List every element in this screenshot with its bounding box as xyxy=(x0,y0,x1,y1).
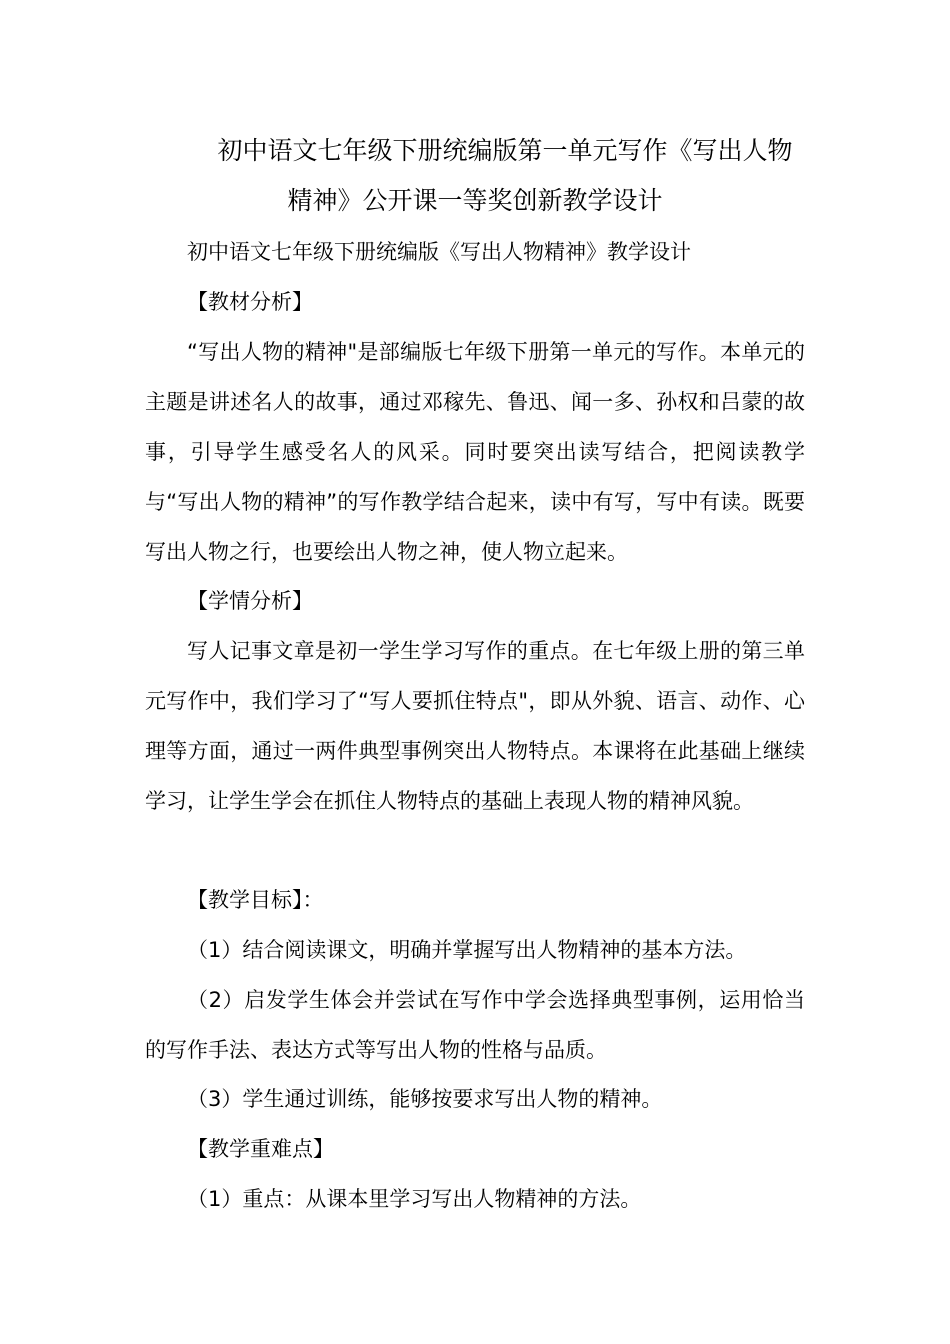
students-heading: 【学情分析】 xyxy=(187,589,313,613)
objectives-heading: 【教学目标】： xyxy=(187,888,324,912)
document-title-line-1: 初中语文七年级下册统编版第一单元写作《写出人物 xyxy=(217,136,793,165)
objective-item-3: （3）学生通过训练，能够按要求写出人物的精神。 xyxy=(187,1087,663,1111)
document-subtitle: 初中语文七年级下册统编版《写出人物精神》教学设计 xyxy=(187,240,691,264)
materials-paragraph: “写出人物的精神"是部编版七年级下册第一单元的写作。本单元的主题是讲述名人的故事，通过邓稼先、鲁迅、闻一多、孙权和吕蒙的故事，引导学生感受名人的风采。同时要突出读写结合，把阅读教学与“写出人物的精神”的写作教学结合起来，读中有写，写中有读。既要写出人物之行，也要绘出人物之神，使人物立起来。 xyxy=(145,340,805,564)
students-paragraph: 写人记事文章是初一学生学习写作的重点。在七年级上册的第三单元写作中，我们学习了“写人要抓住特点"，即从外貌、语言、动作、心理等方面，通过一两件典型事例突出人物特点。本课将在此基础上继续学习，让学生学会在抓住人物特点的基础上表现人物的精神风貌。 xyxy=(145,639,805,813)
document-title-line-2: 精神》公开课一等奖创新教学设计 xyxy=(287,186,663,215)
objective-item-1: （1）结合阅读课文，明确并掌握写出人物精神的基本方法。 xyxy=(187,938,747,962)
materials-heading: 【教材分析】 xyxy=(187,290,313,314)
keypoints-heading: 【教学重难点】 xyxy=(187,1137,334,1161)
objective-item-2: （2）启发学生体会并尝试在写作中学会选择典型事例，运用恰当的写作手法、表达方式等写出人物的性格与品质。 xyxy=(145,988,805,1062)
keypoint-item-1: （1）重点：从课本里学习写出人物精神的方法。 xyxy=(187,1187,642,1211)
